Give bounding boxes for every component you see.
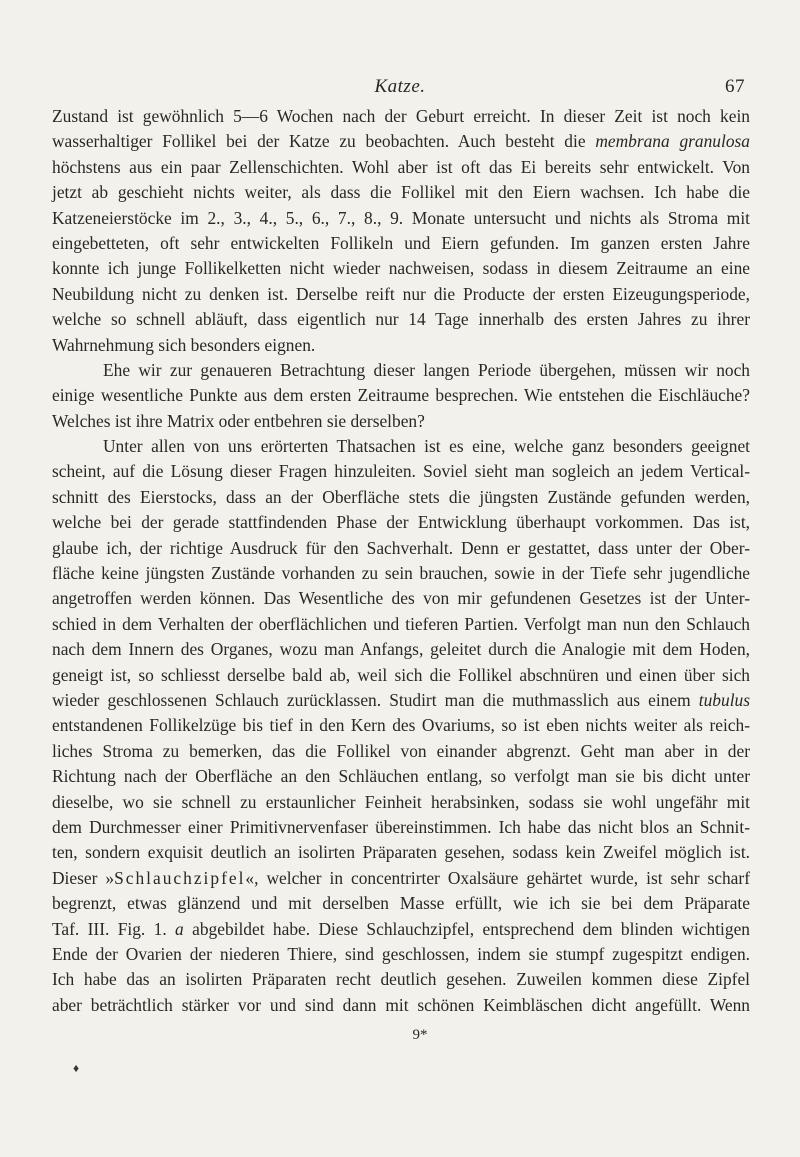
text-line: angetroffen werden können. Das Wesentliche des von mir gefundenen Gesetzes ist der Unter- — [52, 588, 750, 609]
text-line: jetzt ab geschieht nichts weiter, als dass die Follikel mit den Eiern wachsen. Ich habe die — [52, 182, 750, 203]
text-line: Unter allen von uns erörterten Thatsachen ist es eine, welche ganz besonders geeignet — [103, 436, 750, 457]
text-line: konnte ich junge Follikelketten nicht wieder nachweisen, sodass in diesem Zeitraume an eine — [52, 258, 750, 279]
body-text — [52, 104, 750, 1018]
text-line: begrenzt, etwas glänzend und mit derselben Masse erfüllt, wie ich sie bei dem Präparate — [52, 893, 750, 914]
text-line: geneigt ist, so schliesst derselbe bald ab, weil sich die Follikel abschnüren und einen über sich — [52, 664, 750, 685]
printer-mark: ♦ — [73, 1061, 80, 1075]
text-line: schnitt des Eierstocks, dass an der Oberfläche stets die jüngsten Zustände gefunden werden, — [52, 486, 750, 507]
text-line: Katzeneierstöcke im 2., 3., 4., 5., 6., 7., 8., 9. Monate untersucht und nichts als Stroma mit — [52, 207, 750, 228]
text-line: entstandenen Follikelzüge bis tief in den Kern des Ovariums, so ist eben nichts weiter als reich- — [52, 715, 750, 736]
text-line: höchstens aus ein paar Zellenschichten. Wohl aber ist oft das Ei bereits sehr entwickelt. Von — [52, 156, 750, 177]
text-line: Neubildung nicht zu denken ist. Derselbe reift nur die Producte der ersten Eizeugungsperiode, — [52, 283, 750, 304]
text-line: liches Stroma zu bemerken, das die Follikel von einander abgrenzt. Geht man aber in der — [52, 740, 750, 761]
text-line: welche so schnell abläuft, dass eigentlich nur 14 Tage innerhalb des ersten Jahres zu ihrer — [52, 309, 750, 330]
text-line: einige wesentliche Punkte aus dem ersten Zeitraume besprechen. Wie entstehen die Eischläuche? — [52, 385, 750, 406]
text-line: Dieser »Schlauchzipfel«, welcher in concentrirter Oxalsäure gehärtet wurde, ist sehr scharf — [52, 867, 750, 888]
text-line: dem Durchmesser einer Primitivnervenfaser übereinstimmen. Ich habe das nicht blos an Schnit- — [52, 816, 750, 837]
text-line: nach dem Innern des Organes, wozu man Anfangs, geleitet durch die Analogie mit dem Hoden, — [52, 639, 750, 660]
text-line: welche bei der gerade stattfindenden Phase der Entwicklung überhaupt vorkommen. Das ist, — [52, 512, 750, 533]
text-line: Zustand ist gewöhnlich 5—6 Wochen nach der Geburt erreicht. In dieser Zeit ist noch kein — [52, 106, 750, 126]
text-line: wasserhaltiger Follikel bei der Katze zu beobachten. Auch besteht die membrana granulosa — [52, 131, 750, 152]
text-line: Taf. III. Fig. 1. a abgebildet habe. Diese Schlauchzipfel, entsprechend dem blinden wichtigen — [52, 918, 750, 939]
text-line: aber beträchtlich stärker vor und sind dann mit schönen Keimbläschen dicht angefüllt. Wenn — [52, 994, 750, 1015]
text-line: schied in dem Verhalten der oberflächlichen und tieferen Partien. Verfolgt man nun den Schlauch — [52, 613, 750, 634]
text-line: fläche keine jüngsten Zustände vorhanden zu sein brauchen, sowie in der Tiefe sehr jugendliche — [52, 563, 750, 584]
text-line: Ende der Ovarien der niederen Thiere, sind geschlossen, indem sie stumpf zugespitzt endigen. — [52, 943, 750, 964]
signature-mark: 9* — [412, 1027, 428, 1043]
running-head — [0, 76, 800, 100]
text-line: glaube ich, der richtige Ausdruck für den Sachverhalt. Denn er gestattet, dass unter der Ober- — [52, 537, 750, 558]
text-line: Ehe wir zur genaueren Betrachtung dieser langen Periode übergehen, müssen wir noch — [103, 359, 750, 380]
text-line: Ich habe das an isolirten Präparaten recht deutlich gesehen. Zuweilen kommen diese Zipfel — [52, 969, 750, 990]
page-number: 67 — [725, 76, 745, 97]
text-line: wieder geschlossenen Schlauch zurücklassen. Studirt man die muthmasslich aus einem tubulus — [52, 689, 750, 710]
text-line: scheint, auf die Lösung dieser Fragen hinzuleiten. Soviel sieht man sogleich an jedem Vertical- — [52, 461, 750, 482]
text-line: ten, sondern exquisit deutlich an isolirten Präparaten gesehen, sodass kein Zweifel möglich ist. — [52, 842, 750, 863]
text-line: dieselbe, wo sie schnell zu erstaunlicher Feinheit herabsinken, sodass sie wohl ungefähr mit — [52, 791, 750, 812]
text-line: Richtung nach der Oberfläche an den Schläuchen entlang, so verfolgt man sie bis dicht unter — [52, 766, 750, 787]
running-title: Katze. — [374, 76, 426, 97]
text-line: eingebetteten, oft sehr entwickelten Follikeln und Eiern gefunden. Im ganzen ersten Jahre — [52, 232, 750, 253]
text-line: Welches ist ihre Matrix oder entbehren sie derselben? — [52, 410, 425, 431]
text-line: Wahrnehmung sich besonders eignen. — [52, 334, 316, 355]
